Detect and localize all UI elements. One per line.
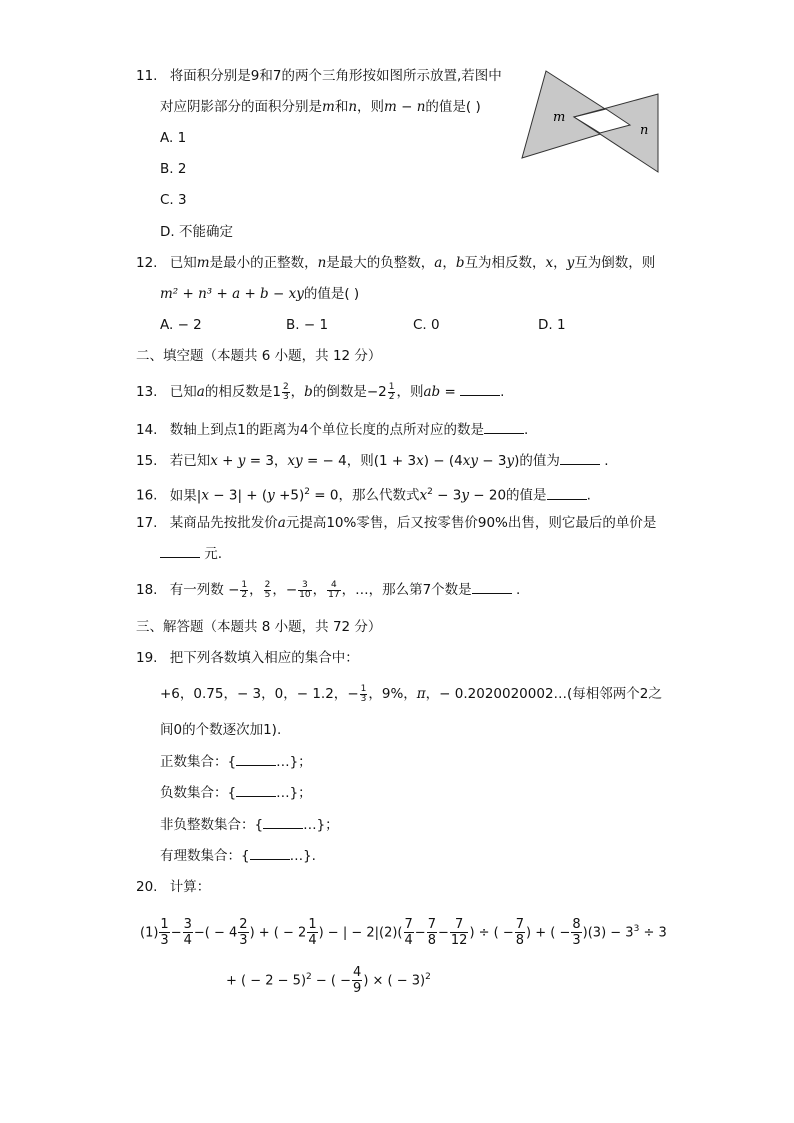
q12-line2: m² + n³ + a + b − xy的值是( ) (160, 286, 360, 302)
answer-blank[interactable] (236, 753, 276, 766)
q19-numbers: +6，0.75，− 3，0，− 1.2，− $\frac{1}{3}$ ，9%，π，− 0.2020020002…(每相邻两个2之 (160, 683, 662, 704)
q13: 13. 已知a的相反数是 1 $\frac{2}{3}$ ，b的倒数是− 2 $\frac{1}{2}$ ，则ab = . (136, 381, 505, 402)
question-number: 12. (136, 255, 158, 271)
answer-blank[interactable] (236, 784, 276, 797)
seq-term-4: $\frac{4}{17}$ (328, 579, 340, 600)
question-number: 11. (136, 68, 158, 84)
q12-line1: 12. 已知m是最小的正整数，n是最大的负整数，a，b互为相反数，x，y互为倒数，则 (136, 255, 656, 271)
q11-option-d: D. 不能确定 (160, 224, 233, 240)
q19-line1: 19. 把下列各数填入相应的集合中： (136, 650, 359, 666)
answer-blank[interactable] (547, 487, 587, 500)
q12-option-b: B. − 1 (286, 317, 329, 333)
q11-line2: 对应阴影部分的面积分别是m和n，则m − n的值是( ) (160, 99, 481, 115)
set-positive: 正数集合：{ …}； (160, 754, 312, 770)
question-number: 14. (136, 422, 158, 438)
question-number: 20. (136, 879, 158, 895)
q19-line3: 间0的个数逐次加1). (160, 722, 282, 738)
q14: 14. 数轴上到点1的距离为4个单位长度的点所对应的数是 . (136, 422, 529, 438)
question-number: 17. (136, 515, 158, 531)
q16: 16. 如果$|x - 3| + (y +5)^2 = 0$，那么代数式$x^2 - 3y - 20$的值是 . (136, 487, 591, 504)
label-m: m (553, 110, 566, 125)
answer-blank[interactable] (160, 545, 200, 558)
q17-line1: 17. 某商品先按批发价a元提高10%零售，后又按零售价90%出售，则它最后的单价是 (136, 515, 657, 531)
q11-triangles-figure (516, 64, 666, 180)
q12-option-a: A. − 2 (160, 317, 202, 333)
answer-blank[interactable] (560, 452, 600, 465)
label-n: n (640, 123, 649, 138)
section-3-heading: 三、解答题（本题共 8 小题，共 72 分） (136, 619, 382, 635)
q11-option-a: A. 1 (160, 130, 187, 146)
question-number: 16. (136, 487, 158, 504)
q18: 18. 有一列数 − $\frac{1}{2}$ ， $\frac{2}{5}$ ，− $\frac{3}{10}$ ， $\frac{4}{17}$ ，…，那么第7个数是 . (136, 579, 521, 600)
answer-blank[interactable] (460, 383, 500, 396)
seq-term-1: $\frac{1}{2}$ (241, 579, 248, 600)
q11-option-c: C. 3 (160, 192, 187, 208)
set-rational: 有理数集合：{ …}. (160, 848, 316, 864)
q15: 15. 若已知x + y = 3，xy = − 4，则(1 + 3x) − (4xy − 3y)的值为 . (136, 453, 609, 469)
set-nonnegative-integer: 非负整数集合：{ …}； (160, 817, 339, 833)
question-number: 13. (136, 384, 158, 400)
q17-line2: 元. (160, 544, 222, 564)
answer-blank[interactable] (250, 847, 290, 860)
q11-line1: 11. 将面积分别是9和7的两个三角形按如图所示放置,若图中 (136, 68, 502, 84)
answer-blank[interactable] (263, 816, 303, 829)
seq-term-2: $\frac{2}{5}$ (264, 579, 271, 600)
set-negative: 负数集合：{ …}； (160, 785, 312, 801)
seq-term-3: $\frac{3}{10}$ (299, 579, 311, 600)
q12-option-d: D. 1 (538, 317, 566, 333)
q11-option-b: B. 2 (160, 161, 187, 177)
q20-expressions: (1) $\frac{1}{3}$ − $\frac{3}{4}$ −( − 4 $\frac{2}{3}$ ) + ( − 2 $\frac{1}{4}$ ) − | − 2|(2)( $\frac{7}{4}$ − $\frac{7}{8}$ − $\frac{7}{12}$ ) ÷ ( − $\frac{7}{8}$ ) + ( − $\frac{8}{3}$ )$(3) - 3^3 \div 3$ (140, 917, 667, 949)
question-number: 19. (136, 650, 158, 666)
answer-blank[interactable] (484, 421, 524, 434)
q12-option-c: C. 0 (413, 317, 440, 333)
section-2-heading: 二、填空题（本题共 6 小题，共 12 分） (136, 348, 382, 364)
answer-blank[interactable] (472, 581, 512, 594)
question-number: 15. (136, 453, 158, 469)
question-number: 18. (136, 582, 158, 598)
q20-expression-line2: + ( − 2 − 5)$^2$ − ( − $\frac{4}{9}$ ) × ( − 3)$^2$ (226, 965, 431, 997)
q20-line1: 20. 计算： (136, 879, 211, 895)
